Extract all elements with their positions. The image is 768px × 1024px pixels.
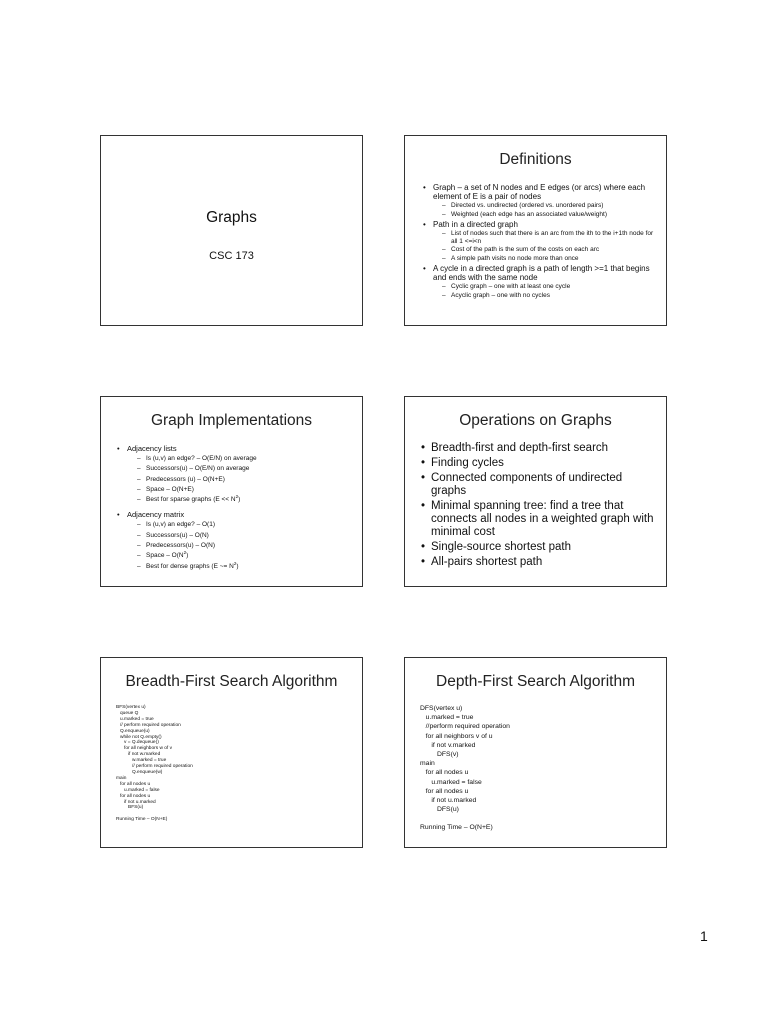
running-time: Running Time – O(N+E) xyxy=(420,824,493,832)
code-block xyxy=(116,705,193,823)
implementations-list xyxy=(117,444,350,577)
running-time: Running Time – O(N+E) xyxy=(116,817,168,823)
list-item: • Finding cycles xyxy=(421,457,654,470)
sub-item: – Is (u,v) an edge? – O(1) xyxy=(137,520,350,529)
slide-title: Breadth-First Search Algorithm xyxy=(125,673,338,690)
list-item: • Minimal spanning tree: find a tree that connects all nodes in a weighted graph with minimal cost xyxy=(421,500,654,539)
sub-item: – Is (u,v) an edge? – O(E/N) on average xyxy=(137,454,350,463)
list-item: • Single-source shortest path xyxy=(421,541,654,554)
slide-title: Depth-First Search Algorithm xyxy=(436,673,635,690)
list-item: • Adjacency lists – Is (u,v) an edge? – O(E/N) on average – Successors(u) – O(E/N) on average – Predecessors (u) – O(N+E) – Space – O(N+E) – Best for sparse graphs $(E << N^2)$ xyxy=(117,444,350,504)
page-number: 1 xyxy=(700,928,708,944)
list-item: • All-pairs shortest path xyxy=(421,556,654,569)
sub-item: – Space – $O(N^2)$ xyxy=(137,551,350,560)
sub-item: – List of nodes such that there is an arc from the ith to the i+1th node for all 1 <=i<n xyxy=(442,230,654,245)
sub-item: – Cost of the path is the sum of the costs on each arc xyxy=(442,246,654,254)
slide-definitions xyxy=(404,135,667,326)
sub-item: – Directed vs. undirected (ordered vs. unordered pairs) xyxy=(442,202,654,210)
slide-title: Operations on Graphs xyxy=(459,412,612,429)
sub-item: – Successors(u) – O(N) xyxy=(137,531,350,540)
list-item: • A cycle in a directed graph is a path of length >=1 that begins and ends with the same node – Cyclic graph – one with at least one cycle – Acyclic graph – one with no cycles xyxy=(423,264,654,299)
slide-dfs-algorithm xyxy=(404,657,667,848)
list-item: • Adjacency matrix – Is (u,v) an edge? – O(1) – Successors(u) – O(N) – Predecessors(u) – O(N) – Space – $O(N^2)$ – Best for dense graphs (E ~= $N^2$) xyxy=(117,510,350,570)
definitions-list xyxy=(423,183,654,301)
list-item: • Graph – a set of N nodes and E edges (or arcs) where each element of E is a pair of nodes – Directed vs. undirected (ordered vs. unordered pairs) – Weighted (each edge has an associated value/weight) xyxy=(423,183,654,218)
sub-item: – Best for sparse graphs $(E << N^2)$ xyxy=(137,495,350,504)
code-block xyxy=(420,704,510,833)
list-item: • Connected components of undirected graphs xyxy=(421,472,654,498)
slide-title: Graphs xyxy=(206,209,257,226)
slide-title: Definitions xyxy=(499,151,572,168)
sub-item: – A simple path visits no node more than once xyxy=(442,255,654,263)
list-item: • Breadth-first and depth-first search xyxy=(421,442,654,455)
sub-item: – Weighted (each edge has an associated value/weight) xyxy=(442,211,654,219)
sub-item: – Predecessors(u) – O(N) xyxy=(137,541,350,550)
list-item: • Path in a directed graph – List of nodes such that there is an arc from the ith to the i+1th node for all 1 <=i<n – Cost of the path is the sum of the costs on each arc – A simple path visits no node more than once xyxy=(423,220,654,262)
slide-subtitle: CSC 173 xyxy=(209,250,254,262)
sub-item: – Cyclic graph – one with at least one cycle xyxy=(442,283,654,291)
sub-item: – Best for dense graphs (E ~= $N^2$) xyxy=(137,562,350,571)
sub-item: – Acyclic graph – one with no cycles xyxy=(442,292,654,300)
sub-item: – Predecessors (u) – O(N+E) xyxy=(137,475,350,484)
slide-graphs xyxy=(100,135,363,326)
sub-item: – Space – O(N+E) xyxy=(137,485,350,494)
slide-title: Graph Implementations xyxy=(150,412,313,429)
slide-operations-on-graphs xyxy=(404,396,667,587)
operations-list xyxy=(421,442,654,571)
slide-bfs-algorithm xyxy=(100,657,363,848)
sub-item: – Successors(u) – O(E/N) on average xyxy=(137,464,350,473)
slide-graph-implementations xyxy=(100,396,363,587)
bfs-code: BFS(vertex u) queue Q u.marked = true // perform required operation Q.enqueue(u) while not Q.empty() v = Q.dequeue() for all neighbors w of v if not w.marked w.marked = true // perform required operation Q.enqueue(w) main for all nodes u u.marked = false for all nodes u if not u.marked BFS(u) xyxy=(116,705,193,811)
dfs-code: DFS(vertex u) u.marked = true //perform required operation for all neighbors v of u if not v.marked DFS(v) main for all nodes u u.marked = false for all nodes u if not u.marked DFS(u) xyxy=(420,705,510,814)
